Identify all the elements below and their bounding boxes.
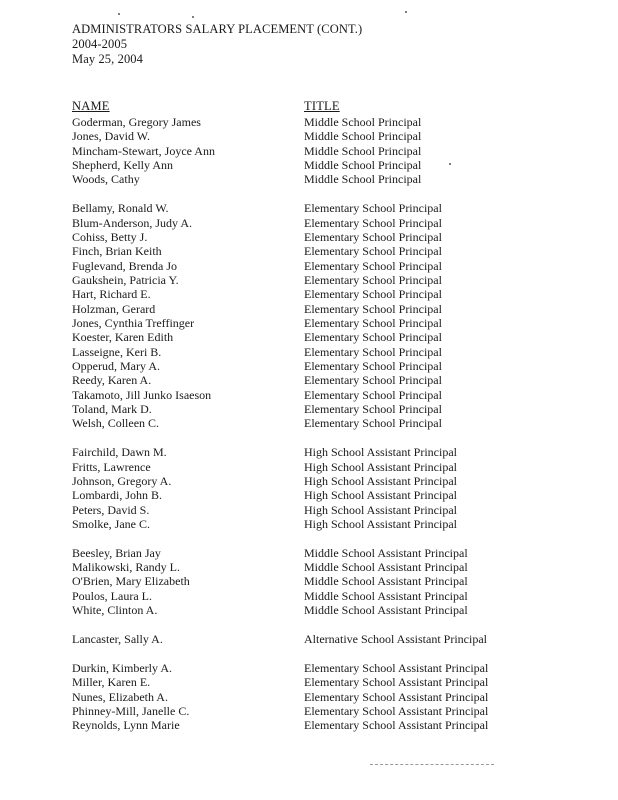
employee-name: Blum-Anderson, Judy A. xyxy=(72,215,192,230)
employee-name: Smolke, Jane C. xyxy=(72,516,150,531)
position-title: High School Assistant Principal xyxy=(304,502,457,517)
list-row xyxy=(0,718,618,732)
employee-name: Reedy, Karen A. xyxy=(72,373,152,388)
school-year: 2004-2005 xyxy=(72,37,128,51)
list-row xyxy=(0,330,618,344)
position-group xyxy=(0,632,618,646)
employee-name: Opperud, Mary A. xyxy=(72,359,160,373)
position-title: High School Assistant Principal xyxy=(304,488,457,503)
position-title: High School Assistant Principal xyxy=(304,516,457,531)
list-row xyxy=(0,603,618,617)
position-title: Elementary School Principal xyxy=(304,402,442,417)
employee-name: Peters, David S. xyxy=(72,502,150,517)
employee-name: Gaukshein, Patricia Y. xyxy=(72,272,179,287)
list-row xyxy=(0,474,618,488)
list-row xyxy=(0,373,618,387)
employee-name: Nunes, Elizabeth A. xyxy=(72,689,168,704)
list-row xyxy=(0,359,618,373)
position-title: Middle School Assistant Principal xyxy=(304,603,468,618)
position-title: Elementary School Assistant Principal xyxy=(304,660,489,675)
position-title: Elementary School Principal xyxy=(304,272,442,287)
employee-name: Bellamy, Ronald W. xyxy=(72,201,169,216)
position-title: Middle School Principal xyxy=(304,158,422,173)
list-row xyxy=(0,115,618,129)
employee-name: Reynolds, Lynn Marie xyxy=(72,718,180,733)
employee-name: Beesley, Brian Jay xyxy=(72,545,161,560)
employee-name: Toland, Mark D. xyxy=(72,402,152,417)
employee-name: Koester, Karen Edith xyxy=(72,330,174,345)
list-row xyxy=(0,287,618,301)
column-header-name: NAME xyxy=(72,99,110,113)
position-group xyxy=(0,115,618,187)
position-group xyxy=(0,546,618,618)
document-header xyxy=(72,22,362,67)
employee-name: Fairchild, Dawn M. xyxy=(72,445,167,460)
list-row xyxy=(0,503,618,517)
employee-name: Durkin, Kimberly A. xyxy=(72,660,172,675)
position-title: Elementary School Principal xyxy=(304,359,442,373)
employee-name: Phinney-Mill, Janelle C. xyxy=(72,703,190,718)
employee-name: Jones, David W. xyxy=(72,129,150,144)
position-title: Elementary School Principal xyxy=(304,387,442,402)
position-title: Elementary School Principal xyxy=(304,344,442,359)
position-title: Middle School Assistant Principal xyxy=(304,560,468,575)
employee-name: Woods, Cathy xyxy=(72,172,140,187)
position-title: Middle School Assistant Principal xyxy=(304,588,468,603)
position-title: High School Assistant Principal xyxy=(304,445,457,460)
employee-name: Johnson, Gregory A. xyxy=(72,473,172,488)
position-title: High School Assistant Principal xyxy=(304,459,457,474)
list-row xyxy=(0,445,618,459)
position-group xyxy=(0,661,618,733)
position-title: Elementary School Principal xyxy=(304,330,442,345)
employee-name: White, Clinton A. xyxy=(72,603,158,618)
list-row xyxy=(0,560,618,574)
position-title: Elementary School Principal xyxy=(304,244,442,259)
list-row xyxy=(0,172,618,186)
position-title: High School Assistant Principal xyxy=(304,473,457,488)
list-row xyxy=(0,589,618,603)
position-title: Alternative School Assistant Principal xyxy=(304,632,487,646)
column-header-title: TITLE xyxy=(304,99,340,113)
document-title: ADMINISTRATORS SALARY PLACEMENT (CONT.) xyxy=(72,22,363,36)
placement-list xyxy=(0,115,618,733)
position-title: Elementary School Principal xyxy=(304,215,442,230)
position-title: Middle School Principal xyxy=(304,115,422,129)
position-group xyxy=(0,445,618,531)
employee-name: Goderman, Gregory James xyxy=(72,115,201,129)
employee-name: Miller, Karen E. xyxy=(72,675,151,690)
position-title: Elementary School Assistant Principal xyxy=(304,703,489,718)
list-row xyxy=(0,661,618,675)
employee-name: Jones, Cynthia Treffinger xyxy=(72,315,195,330)
employee-name: Shepherd, Kelly Ann xyxy=(72,158,173,173)
position-title: Elementary School Principal xyxy=(304,258,442,273)
scan-speck xyxy=(405,11,407,13)
employee-name: Welsh, Colleen C. xyxy=(72,416,160,431)
position-title: Middle School Assistant Principal xyxy=(304,545,468,560)
list-row xyxy=(0,316,618,330)
employee-name: O'Brien, Mary Elizabeth xyxy=(72,574,190,589)
employee-name: Poulos, Laura L. xyxy=(72,588,152,603)
list-row xyxy=(0,517,618,531)
list-row xyxy=(0,259,618,273)
employee-name: Malikowski, Randy L. xyxy=(72,560,180,575)
list-row xyxy=(0,244,618,258)
list-row xyxy=(0,144,618,158)
list-row xyxy=(0,488,618,502)
list-row xyxy=(0,273,618,287)
footer-rule xyxy=(370,764,494,765)
list-row xyxy=(0,675,618,689)
position-title: Elementary School Principal xyxy=(304,201,442,216)
employee-name: Mincham-Stewart, Joyce Ann xyxy=(72,143,215,158)
list-row xyxy=(0,201,618,215)
employee-name: Hart, Richard E. xyxy=(72,287,151,302)
employee-name: Lasseigne, Keri B. xyxy=(72,344,162,359)
position-title: Elementary School Principal xyxy=(304,287,442,302)
employee-name: Lancaster, Sally A. xyxy=(72,632,163,646)
position-title: Elementary School Principal xyxy=(304,315,442,330)
employee-name: Finch, Brian Keith xyxy=(72,244,162,259)
employee-name: Lombardi, John B. xyxy=(72,488,162,503)
list-row xyxy=(0,402,618,416)
employee-name: Fuglevand, Brenda Jo xyxy=(72,258,177,273)
list-row xyxy=(0,345,618,359)
list-row xyxy=(0,129,618,143)
position-title: Elementary School Principal xyxy=(304,229,442,244)
document-date: May 25, 2004 xyxy=(72,52,143,66)
list-row xyxy=(0,574,618,588)
list-row xyxy=(0,416,618,430)
position-title: Middle School Principal xyxy=(304,129,422,144)
list-row xyxy=(0,546,618,560)
position-title: Elementary School Assistant Principal xyxy=(304,675,489,690)
employee-name: Takamoto, Jill Junko Isaeson xyxy=(72,387,212,402)
scan-speck xyxy=(192,16,194,18)
list-row xyxy=(0,460,618,474)
position-title: Elementary School Assistant Principal xyxy=(304,689,489,704)
list-row xyxy=(0,230,618,244)
list-row xyxy=(0,632,618,646)
position-title: Middle School Assistant Principal xyxy=(304,574,468,589)
employee-name: Fritts, Lawrence xyxy=(72,459,151,474)
position-title: Elementary School Principal xyxy=(304,373,442,388)
position-title: Elementary School Principal xyxy=(304,301,442,316)
position-title: Middle School Principal xyxy=(304,143,422,158)
scan-speck xyxy=(118,13,120,15)
list-row xyxy=(0,158,618,172)
list-row xyxy=(0,302,618,316)
position-title: Middle School Principal xyxy=(304,172,422,187)
list-row xyxy=(0,388,618,402)
list-row xyxy=(0,216,618,230)
employee-name: Cohiss, Betty J. xyxy=(72,229,148,244)
list-row xyxy=(0,690,618,704)
list-row xyxy=(0,704,618,718)
employee-name: Holzman, Gerard xyxy=(72,301,156,316)
position-title: Elementary School Principal xyxy=(304,416,442,431)
position-group xyxy=(0,201,618,431)
position-title: Elementary School Assistant Principal xyxy=(304,718,489,733)
